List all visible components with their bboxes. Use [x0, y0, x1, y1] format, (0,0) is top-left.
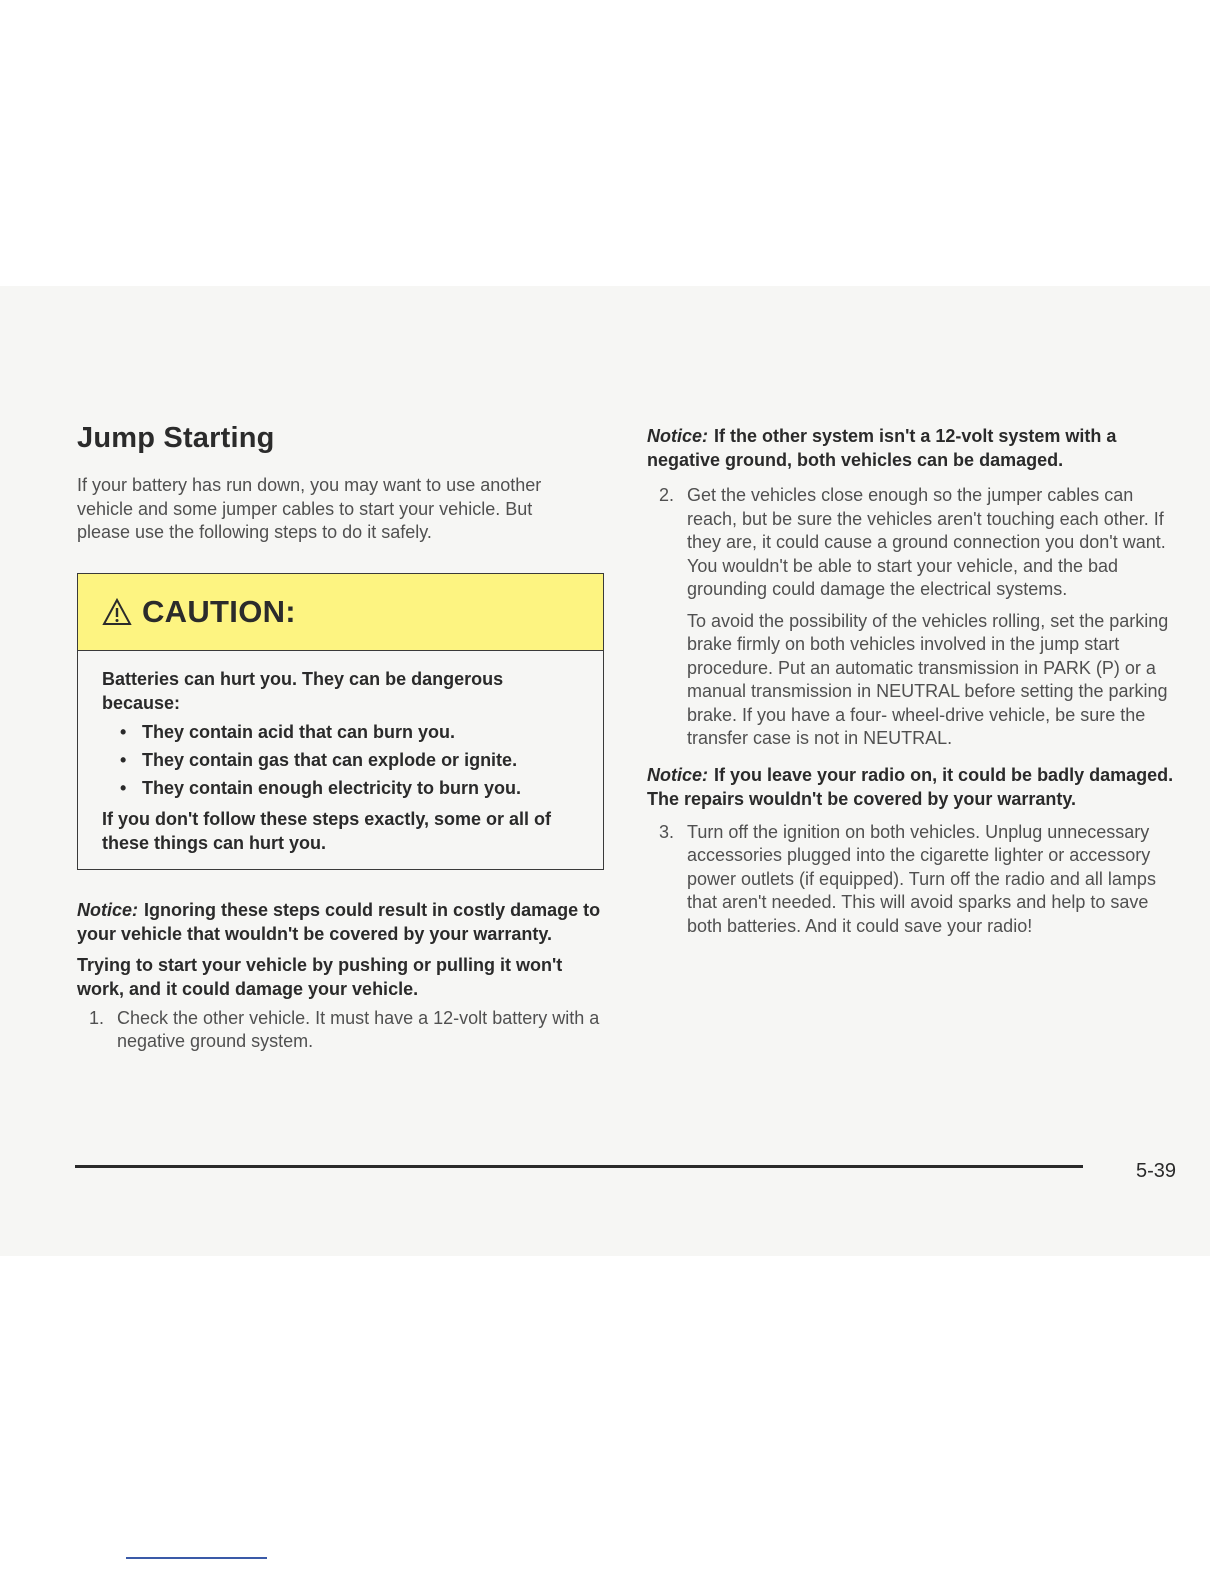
notice-label: Notice:	[647, 426, 709, 446]
caution-body	[78, 651, 603, 869]
page-number: 5-39	[1136, 1160, 1177, 1182]
notice-text: If the other system isn't a 12-volt system with a negative ground, both vehicles can be damaged.	[647, 426, 1117, 470]
bottom-link-rule	[126, 1557, 267, 1559]
caution-title: CAUTION:	[142, 593, 296, 629]
caution-closing: If you don't follow these steps exactly, some or all of these things can hurt you.	[102, 808, 552, 853]
caution-box	[77, 573, 604, 870]
caution-bullet-text: They contain gas that can explode or ignite.	[142, 749, 518, 770]
warning-triangle-icon	[102, 597, 132, 627]
step-text: Turn off the ignition on both vehicles. Unplug unnecessary accessories plugged into the cigarette lighter or accessory power outlets (if equipped). Turn off the radio and all lamps that aren't needed. This will avoid sparks and help to save both batteries. And it could save your radio!	[687, 821, 1156, 936]
caution-bullet-text: They contain acid that can burn you.	[142, 721, 456, 742]
intro-paragraph: If your battery has run down, you may want to use another vehicle and some jumper cables to start your vehicle. But please use the following steps to do it safely.	[77, 475, 542, 542]
caution-bullet-text: They contain enough electricity to burn you.	[142, 777, 522, 798]
bullet-dot-icon: •	[120, 749, 127, 770]
step-number: 2.	[659, 485, 675, 505]
left-column	[77, 420, 607, 1054]
step-item	[77, 1007, 607, 1054]
list-item	[118, 776, 522, 801]
caution-bullet-list	[102, 720, 579, 801]
bullet-dot-icon: •	[120, 721, 127, 742]
right-column	[647, 424, 1187, 938]
notice-text: If you leave your radio on, it could be badly damaged. The repairs wouldn't be covered by your warranty.	[647, 764, 1174, 809]
notice-other-system	[647, 424, 1157, 472]
push-start-warning: Trying to start your vehicle by pushing or pulling it won't work, and it could damage your vehicle.	[77, 954, 563, 999]
step-extra-paragraph: To avoid the possibility of the vehicles rolling, set the parking brake firmly on both vehicles involved in the jump start procedure. Put an automatic transmission in PARK (P) or a manual transmission in NEUTRAL before setting the parking brake. If you have a four- wheel-drive vehicle, be sure the transfer case is not in NEUTRAL.	[687, 610, 1169, 748]
footer-rule	[75, 1165, 1083, 1168]
notice-text: Ignoring these steps could result in costly damage to your vehicle that wouldn't be covered by your warranty.	[77, 899, 601, 944]
caution-lead: Batteries can hurt you. They can be dangerous because:	[102, 668, 504, 713]
caution-header	[78, 574, 603, 651]
step-item	[647, 821, 1187, 939]
step-item	[647, 484, 1187, 602]
list-item	[118, 748, 522, 773]
notice-label: Notice:	[77, 899, 139, 920]
notice-label: Notice:	[647, 764, 709, 785]
notice-radio	[647, 763, 1182, 811]
section-title: Jump Starting	[77, 422, 275, 454]
step-text: Check the other vehicle. It must have a 12-volt battery with a negative ground system.	[117, 1007, 600, 1051]
notice-ignoring-steps	[77, 898, 607, 946]
step-text: Get the vehicles close enough so the jumper cables can reach, but be sure the vehicles aren't touching each other. If they are, it could cause a ground connection you don't want. You wouldn't be able to start your vehicle, and the bad grounding could damage the electrical systems.	[687, 485, 1166, 599]
step-number: 3.	[659, 821, 675, 842]
bullet-dot-icon: •	[120, 777, 127, 798]
list-item	[118, 720, 522, 745]
step-number: 1.	[89, 1007, 105, 1028]
